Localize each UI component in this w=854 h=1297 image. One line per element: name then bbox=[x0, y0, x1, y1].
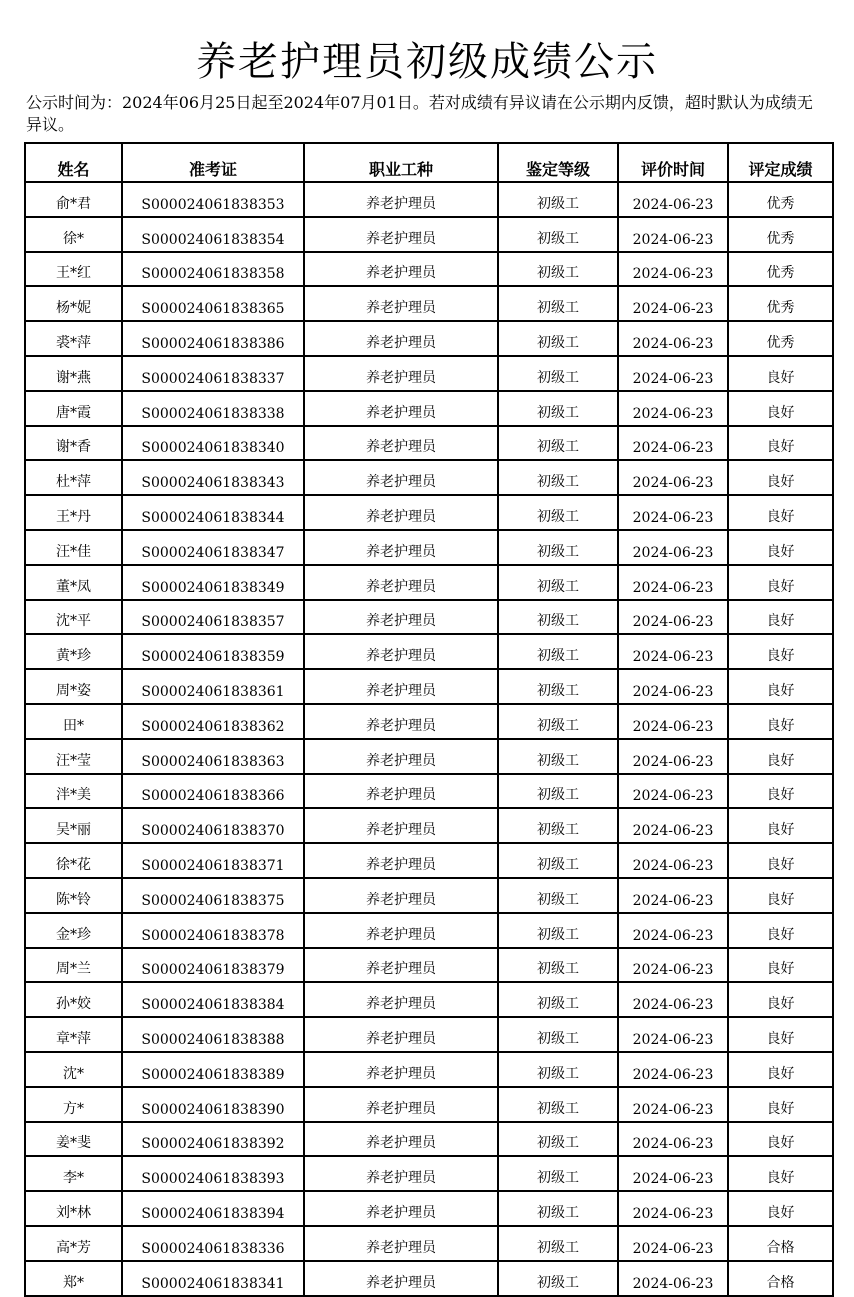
ticket-number-cell: S000024061838338 bbox=[122, 391, 304, 426]
occupation-cell: 养老护理员 bbox=[304, 774, 498, 809]
grade-cell: 良好 bbox=[728, 1122, 833, 1157]
assessment-date-cell: 2024-06-23 bbox=[618, 495, 728, 530]
name-cell: 谢*燕 bbox=[25, 356, 122, 391]
table-body bbox=[25, 182, 833, 1296]
assessment-date-cell: 2024-06-23 bbox=[618, 530, 728, 565]
level-cell: 初级工 bbox=[498, 704, 618, 739]
table-row bbox=[25, 808, 833, 843]
occupation-cell: 养老护理员 bbox=[304, 704, 498, 739]
name-cell: 王*红 bbox=[25, 252, 122, 287]
grade-cell: 良好 bbox=[728, 1156, 833, 1191]
assessment-date-cell: 2024-06-23 bbox=[618, 460, 728, 495]
assessment-date-cell: 2024-06-23 bbox=[618, 982, 728, 1017]
grade-cell: 良好 bbox=[728, 948, 833, 983]
grade-cell: 良好 bbox=[728, 739, 833, 774]
table-row bbox=[25, 843, 833, 878]
table-row bbox=[25, 1156, 833, 1191]
ticket-number-cell: S000024061838354 bbox=[122, 217, 304, 252]
level-cell: 初级工 bbox=[498, 948, 618, 983]
ticket-number-cell: S000024061838386 bbox=[122, 321, 304, 356]
level-cell: 初级工 bbox=[498, 286, 618, 321]
name-cell: 徐* bbox=[25, 217, 122, 252]
table-row bbox=[25, 1017, 833, 1052]
occupation-cell: 养老护理员 bbox=[304, 321, 498, 356]
header-level: 鉴定等级 bbox=[498, 143, 618, 182]
assessment-date-cell: 2024-06-23 bbox=[618, 1156, 728, 1191]
assessment-date-cell: 2024-06-23 bbox=[618, 808, 728, 843]
ticket-number-cell: S000024061838358 bbox=[122, 252, 304, 287]
table-row bbox=[25, 634, 833, 669]
occupation-cell: 养老护理员 bbox=[304, 948, 498, 983]
table-row bbox=[25, 704, 833, 739]
grade-cell: 良好 bbox=[728, 1052, 833, 1087]
level-cell: 初级工 bbox=[498, 600, 618, 635]
assessment-date-cell: 2024-06-23 bbox=[618, 565, 728, 600]
grade-cell: 良好 bbox=[728, 808, 833, 843]
grade-cell: 良好 bbox=[728, 843, 833, 878]
level-cell: 初级工 bbox=[498, 1017, 618, 1052]
level-cell: 初级工 bbox=[498, 460, 618, 495]
grade-cell: 优秀 bbox=[728, 286, 833, 321]
name-cell: 周*兰 bbox=[25, 948, 122, 983]
name-cell: 谢*香 bbox=[25, 426, 122, 461]
ticket-number-cell: S000024061838388 bbox=[122, 1017, 304, 1052]
table-row bbox=[25, 1226, 833, 1261]
level-cell: 初级工 bbox=[498, 808, 618, 843]
grade-cell: 良好 bbox=[728, 634, 833, 669]
ticket-number-cell: S000024061838379 bbox=[122, 948, 304, 983]
name-cell: 周*姿 bbox=[25, 669, 122, 704]
table-row bbox=[25, 1191, 833, 1226]
grade-cell: 良好 bbox=[728, 669, 833, 704]
name-cell: 郑* bbox=[25, 1261, 122, 1296]
occupation-cell: 养老护理员 bbox=[304, 600, 498, 635]
occupation-cell: 养老护理员 bbox=[304, 530, 498, 565]
table-row bbox=[25, 1122, 833, 1157]
assessment-date-cell: 2024-06-23 bbox=[618, 217, 728, 252]
header-ticket-number: 准考证 bbox=[122, 143, 304, 182]
table-row bbox=[25, 391, 833, 426]
occupation-cell: 养老护理员 bbox=[304, 252, 498, 287]
level-cell: 初级工 bbox=[498, 1156, 618, 1191]
name-cell: 高*芳 bbox=[25, 1226, 122, 1261]
ticket-number-cell: S000024061838378 bbox=[122, 913, 304, 948]
occupation-cell: 养老护理员 bbox=[304, 843, 498, 878]
ticket-number-cell: S000024061838389 bbox=[122, 1052, 304, 1087]
name-cell: 汪*佳 bbox=[25, 530, 122, 565]
ticket-number-cell: S000024061838340 bbox=[122, 426, 304, 461]
occupation-cell: 养老护理员 bbox=[304, 217, 498, 252]
ticket-number-cell: S000024061838344 bbox=[122, 495, 304, 530]
header-occupation: 职业工种 bbox=[304, 143, 498, 182]
name-cell: 杜*萍 bbox=[25, 460, 122, 495]
table-header-row bbox=[25, 143, 833, 182]
table-row bbox=[25, 217, 833, 252]
header-assessment-date: 评价时间 bbox=[618, 143, 728, 182]
level-cell: 初级工 bbox=[498, 1087, 618, 1122]
level-cell: 初级工 bbox=[498, 495, 618, 530]
ticket-number-cell: S000024061838366 bbox=[122, 774, 304, 809]
table-row bbox=[25, 530, 833, 565]
occupation-cell: 养老护理员 bbox=[304, 913, 498, 948]
table-row bbox=[25, 878, 833, 913]
assessment-date-cell: 2024-06-23 bbox=[618, 878, 728, 913]
ticket-number-cell: S000024061838343 bbox=[122, 460, 304, 495]
occupation-cell: 养老护理员 bbox=[304, 808, 498, 843]
name-cell: 刘*林 bbox=[25, 1191, 122, 1226]
table-row bbox=[25, 565, 833, 600]
name-cell: 王*丹 bbox=[25, 495, 122, 530]
level-cell: 初级工 bbox=[498, 565, 618, 600]
table-row bbox=[25, 1087, 833, 1122]
occupation-cell: 养老护理员 bbox=[304, 1122, 498, 1157]
assessment-date-cell: 2024-06-23 bbox=[618, 182, 728, 217]
ticket-number-cell: S000024061838365 bbox=[122, 286, 304, 321]
name-cell: 金*珍 bbox=[25, 913, 122, 948]
occupation-cell: 养老护理员 bbox=[304, 1052, 498, 1087]
level-cell: 初级工 bbox=[498, 634, 618, 669]
grade-cell: 优秀 bbox=[728, 217, 833, 252]
level-cell: 初级工 bbox=[498, 182, 618, 217]
occupation-cell: 养老护理员 bbox=[304, 426, 498, 461]
ticket-number-cell: S000024061838347 bbox=[122, 530, 304, 565]
name-cell: 黄*珍 bbox=[25, 634, 122, 669]
name-cell: 陈*铃 bbox=[25, 878, 122, 913]
grade-cell: 良好 bbox=[728, 600, 833, 635]
level-cell: 初级工 bbox=[498, 356, 618, 391]
name-cell: 俞*君 bbox=[25, 182, 122, 217]
occupation-cell: 养老护理员 bbox=[304, 982, 498, 1017]
assessment-date-cell: 2024-06-23 bbox=[618, 356, 728, 391]
table-row bbox=[25, 1052, 833, 1087]
occupation-cell: 养老护理员 bbox=[304, 565, 498, 600]
ticket-number-cell: S000024061838353 bbox=[122, 182, 304, 217]
table-row bbox=[25, 1261, 833, 1296]
level-cell: 初级工 bbox=[498, 669, 618, 704]
level-cell: 初级工 bbox=[498, 252, 618, 287]
occupation-cell: 养老护理员 bbox=[304, 1191, 498, 1226]
grade-cell: 良好 bbox=[728, 391, 833, 426]
assessment-date-cell: 2024-06-23 bbox=[618, 286, 728, 321]
assessment-date-cell: 2024-06-23 bbox=[618, 774, 728, 809]
assessment-date-cell: 2024-06-23 bbox=[618, 252, 728, 287]
grade-cell: 优秀 bbox=[728, 252, 833, 287]
assessment-date-cell: 2024-06-23 bbox=[618, 391, 728, 426]
assessment-date-cell: 2024-06-23 bbox=[618, 948, 728, 983]
grade-cell: 优秀 bbox=[728, 182, 833, 217]
assessment-date-cell: 2024-06-23 bbox=[618, 426, 728, 461]
grade-cell: 良好 bbox=[728, 565, 833, 600]
assessment-date-cell: 2024-06-23 bbox=[618, 843, 728, 878]
occupation-cell: 养老护理员 bbox=[304, 1156, 498, 1191]
ticket-number-cell: S000024061838361 bbox=[122, 669, 304, 704]
name-cell: 董*凤 bbox=[25, 565, 122, 600]
grade-cell: 良好 bbox=[728, 774, 833, 809]
page-title: 养老护理员初级成绩公示 bbox=[196, 39, 658, 85]
ticket-number-cell: S000024061838393 bbox=[122, 1156, 304, 1191]
level-cell: 初级工 bbox=[498, 217, 618, 252]
occupation-cell: 养老护理员 bbox=[304, 669, 498, 704]
level-cell: 初级工 bbox=[498, 1122, 618, 1157]
ticket-number-cell: S000024061838337 bbox=[122, 356, 304, 391]
level-cell: 初级工 bbox=[498, 739, 618, 774]
table-row bbox=[25, 600, 833, 635]
ticket-number-cell: S000024061838370 bbox=[122, 808, 304, 843]
occupation-cell: 养老护理员 bbox=[304, 495, 498, 530]
level-cell: 初级工 bbox=[498, 1226, 618, 1261]
grade-cell: 良好 bbox=[728, 913, 833, 948]
name-cell: 吴*丽 bbox=[25, 808, 122, 843]
assessment-date-cell: 2024-06-23 bbox=[618, 321, 728, 356]
level-cell: 初级工 bbox=[498, 1261, 618, 1296]
name-cell: 李* bbox=[25, 1156, 122, 1191]
name-cell: 泮*美 bbox=[25, 774, 122, 809]
level-cell: 初级工 bbox=[498, 913, 618, 948]
grade-cell: 良好 bbox=[728, 982, 833, 1017]
occupation-cell: 养老护理员 bbox=[304, 182, 498, 217]
level-cell: 初级工 bbox=[498, 1052, 618, 1087]
ticket-number-cell: S000024061838371 bbox=[122, 843, 304, 878]
assessment-date-cell: 2024-06-23 bbox=[618, 600, 728, 635]
grade-cell: 良好 bbox=[728, 530, 833, 565]
table-row bbox=[25, 252, 833, 287]
results-table bbox=[24, 142, 834, 1297]
ticket-number-cell: S000024061838359 bbox=[122, 634, 304, 669]
assessment-date-cell: 2024-06-23 bbox=[618, 1087, 728, 1122]
ticket-number-cell: S000024061838336 bbox=[122, 1226, 304, 1261]
table-row bbox=[25, 286, 833, 321]
level-cell: 初级工 bbox=[498, 530, 618, 565]
table-row bbox=[25, 460, 833, 495]
table-row bbox=[25, 948, 833, 983]
publicity-notice: 公示时间为：2024年06月25日起至2024年07月01日。若对成绩有异议请在公示期内反馈，超时默认为成绩无异议。 bbox=[26, 93, 813, 134]
occupation-cell: 养老护理员 bbox=[304, 356, 498, 391]
occupation-cell: 养老护理员 bbox=[304, 634, 498, 669]
assessment-date-cell: 2024-06-23 bbox=[618, 1226, 728, 1261]
level-cell: 初级工 bbox=[498, 878, 618, 913]
assessment-date-cell: 2024-06-23 bbox=[618, 739, 728, 774]
table-row bbox=[25, 495, 833, 530]
assessment-date-cell: 2024-06-23 bbox=[618, 1191, 728, 1226]
ticket-number-cell: S000024061838341 bbox=[122, 1261, 304, 1296]
assessment-date-cell: 2024-06-23 bbox=[618, 1261, 728, 1296]
name-cell: 徐*花 bbox=[25, 843, 122, 878]
header-grade: 评定成绩 bbox=[728, 143, 833, 182]
level-cell: 初级工 bbox=[498, 774, 618, 809]
name-cell: 孙*姣 bbox=[25, 982, 122, 1017]
ticket-number-cell: S000024061838349 bbox=[122, 565, 304, 600]
name-cell: 汪*莹 bbox=[25, 739, 122, 774]
occupation-cell: 养老护理员 bbox=[304, 460, 498, 495]
table-row bbox=[25, 182, 833, 217]
ticket-number-cell: S000024061838357 bbox=[122, 600, 304, 635]
grade-cell: 良好 bbox=[728, 1191, 833, 1226]
occupation-cell: 养老护理员 bbox=[304, 1261, 498, 1296]
name-cell: 杨*妮 bbox=[25, 286, 122, 321]
grade-cell: 良好 bbox=[728, 426, 833, 461]
header-name: 姓名 bbox=[25, 143, 122, 182]
level-cell: 初级工 bbox=[498, 982, 618, 1017]
table-row bbox=[25, 356, 833, 391]
level-cell: 初级工 bbox=[498, 391, 618, 426]
name-cell: 方* bbox=[25, 1087, 122, 1122]
name-cell: 章*萍 bbox=[25, 1017, 122, 1052]
name-cell: 田* bbox=[25, 704, 122, 739]
ticket-number-cell: S000024061838392 bbox=[122, 1122, 304, 1157]
grade-cell: 良好 bbox=[728, 356, 833, 391]
ticket-number-cell: S000024061838390 bbox=[122, 1087, 304, 1122]
occupation-cell: 养老护理员 bbox=[304, 391, 498, 426]
level-cell: 初级工 bbox=[498, 426, 618, 461]
grade-cell: 良好 bbox=[728, 1017, 833, 1052]
assessment-date-cell: 2024-06-23 bbox=[618, 669, 728, 704]
name-cell: 唐*霞 bbox=[25, 391, 122, 426]
occupation-cell: 养老护理员 bbox=[304, 739, 498, 774]
grade-cell: 优秀 bbox=[728, 321, 833, 356]
name-cell: 沈*平 bbox=[25, 600, 122, 635]
ticket-number-cell: S000024061838394 bbox=[122, 1191, 304, 1226]
level-cell: 初级工 bbox=[498, 843, 618, 878]
name-cell: 裘*萍 bbox=[25, 321, 122, 356]
occupation-cell: 养老护理员 bbox=[304, 1226, 498, 1261]
ticket-number-cell: S000024061838375 bbox=[122, 878, 304, 913]
assessment-date-cell: 2024-06-23 bbox=[618, 1122, 728, 1157]
occupation-cell: 养老护理员 bbox=[304, 1017, 498, 1052]
table-row bbox=[25, 982, 833, 1017]
grade-cell: 良好 bbox=[728, 460, 833, 495]
table-row bbox=[25, 913, 833, 948]
name-cell: 沈* bbox=[25, 1052, 122, 1087]
table-row bbox=[25, 426, 833, 461]
name-cell: 姜*斐 bbox=[25, 1122, 122, 1157]
level-cell: 初级工 bbox=[498, 321, 618, 356]
assessment-date-cell: 2024-06-23 bbox=[618, 1052, 728, 1087]
ticket-number-cell: S000024061838363 bbox=[122, 739, 304, 774]
assessment-date-cell: 2024-06-23 bbox=[618, 704, 728, 739]
grade-cell: 合格 bbox=[728, 1226, 833, 1261]
ticket-number-cell: S000024061838362 bbox=[122, 704, 304, 739]
grade-cell: 良好 bbox=[728, 495, 833, 530]
grade-cell: 合格 bbox=[728, 1261, 833, 1296]
assessment-date-cell: 2024-06-23 bbox=[618, 634, 728, 669]
grade-cell: 良好 bbox=[728, 704, 833, 739]
ticket-number-cell: S000024061838384 bbox=[122, 982, 304, 1017]
table-row bbox=[25, 739, 833, 774]
occupation-cell: 养老护理员 bbox=[304, 286, 498, 321]
table-row bbox=[25, 774, 833, 809]
occupation-cell: 养老护理员 bbox=[304, 1087, 498, 1122]
assessment-date-cell: 2024-06-23 bbox=[618, 1017, 728, 1052]
table-row bbox=[25, 669, 833, 704]
grade-cell: 良好 bbox=[728, 878, 833, 913]
table-row bbox=[25, 321, 833, 356]
level-cell: 初级工 bbox=[498, 1191, 618, 1226]
grade-cell: 良好 bbox=[728, 1087, 833, 1122]
assessment-date-cell: 2024-06-23 bbox=[618, 913, 728, 948]
occupation-cell: 养老护理员 bbox=[304, 878, 498, 913]
